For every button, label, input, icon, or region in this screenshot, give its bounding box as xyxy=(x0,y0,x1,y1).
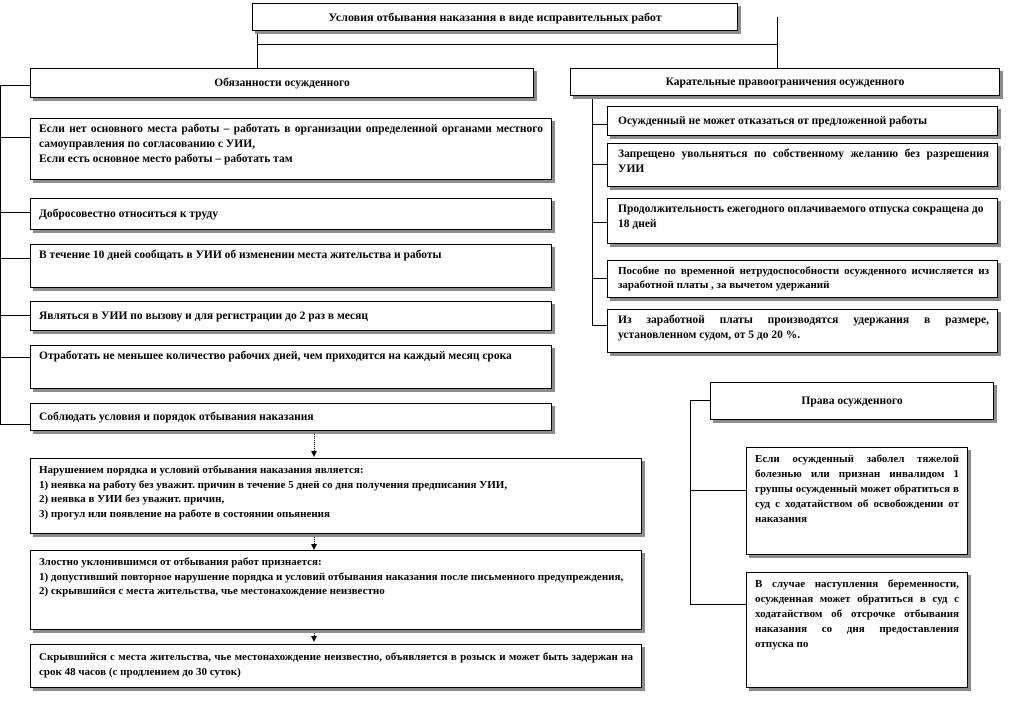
duties-bracket-top xyxy=(0,85,30,86)
wanted-box xyxy=(30,644,642,688)
restriction-connector-4 xyxy=(592,278,607,279)
duties-bracket-line xyxy=(0,85,1,424)
restriction-connector-3 xyxy=(592,222,607,223)
duty-connector-5 xyxy=(0,357,30,358)
restriction-item-refuse xyxy=(607,106,998,136)
violation-definition-title: Нарушением порядка и условий отбывания наказания является: xyxy=(39,464,364,476)
restriction-item-vacation-text: Продолжительность ежегодного оплачиваемого отпуска сокращена до 18 дней xyxy=(618,203,984,230)
duty-connector-2 xyxy=(0,212,30,213)
restrictions-header-text: Карательные правоограничения осужденного xyxy=(665,76,905,88)
title-to-restrictions-line xyxy=(777,17,778,69)
restriction-item-deductions xyxy=(607,309,998,353)
rights-header-text: Права осужденного xyxy=(801,395,903,407)
restriction-connector-1 xyxy=(592,124,607,125)
duty-item-observe-text: Соблюдать условия и порядок отбывания наказания xyxy=(39,411,314,423)
arrow-line-1 xyxy=(314,431,315,453)
duty-item-conscientious xyxy=(30,198,552,230)
restriction-item-deductions-text: Из заработной платы производятся удержания в размере, установленном судом, от 5 до 20 %. xyxy=(618,314,989,341)
diagram-title-text: Условия отбывания наказания в виде исправительных работ xyxy=(328,10,662,24)
restriction-item-resign-text: Запрещено увольняться по собственному желанию без разрешения УИИ xyxy=(618,148,989,175)
violation-definition-box xyxy=(30,458,642,534)
restriction-connector-5 xyxy=(592,325,607,326)
rights-connector-2 xyxy=(690,604,746,605)
violation-definition-item-3: 3) прогул или появление на работе в состоянии опьянения xyxy=(39,507,330,520)
restriction-item-allowance xyxy=(607,260,998,298)
rights-bracket-line xyxy=(690,400,691,604)
restrictions-bracket-line xyxy=(592,90,593,325)
duty-item-notify-text: В течение 10 дней сообщать в УИИ об изменении места жительства и работы xyxy=(39,249,442,261)
arrow-head-1 xyxy=(311,451,317,457)
title-connector-line xyxy=(257,44,777,45)
malicious-evasion-title: Злостно уклонившимся от отбывания работ признается: xyxy=(39,556,322,568)
restriction-connector-2 xyxy=(592,164,607,165)
duty-item-observe xyxy=(30,403,552,431)
duty-item-report-text: Являться в УИИ по вызову и для регистрации до 2 раз в месяц xyxy=(39,310,368,322)
restriction-item-vacation xyxy=(607,198,998,244)
duties-header xyxy=(30,68,534,98)
malicious-evasion-item-1: 1) допустивший повторное нарушение порядка и условий отбывания наказания после письменного предупреждения, xyxy=(39,570,624,583)
violation-definition-item-1: 1) неявка на работу без уважит. причин в течение 5 дней со дня получения предписания УИИ, xyxy=(39,478,508,491)
violation-definition-item-2: 2) неявка в УИИ без уважит. причин, xyxy=(39,493,225,505)
duty-item-report xyxy=(30,301,552,331)
rights-item-release xyxy=(746,447,968,555)
duty-item-conscientious-text: Добросовестно относиться к труду xyxy=(39,208,218,220)
duty-connector-1 xyxy=(0,137,30,138)
rights-connector-1 xyxy=(690,490,746,491)
wanted-box-text: Скрывшийся с места жительства, чье местонахождение неизвестно, объявляется в розыск и может быть задержан на срок 48 часов (с продлением до 30 суток) xyxy=(39,651,633,678)
restriction-item-allowance-text: Пособие по временной нетрудоспособности осужденного исчисляется из заработной платы , за вычетом удержаний xyxy=(618,265,989,291)
rights-item-deferral-text: В случае наступления беременности, осужденная может обратиться в суд с ходатайством об отсрочке отбывания наказания со дня предоставления отпуска по xyxy=(755,578,959,650)
duties-header-text: Обязанности осужденного xyxy=(214,77,350,89)
duty-connector-6 xyxy=(0,424,30,425)
malicious-evasion-box xyxy=(30,550,642,630)
duty-connector-3 xyxy=(0,258,30,259)
diagram-title xyxy=(252,3,738,31)
restrictions-header xyxy=(570,68,1000,96)
duty-connector-4 xyxy=(0,315,30,316)
rights-item-release-text: Если осужденный заболел тяжелой болезнью или признан инвалидом 1 группы осужденный может обратиться в суд с ходатайством об освобождении от наказания xyxy=(755,453,959,525)
rights-header xyxy=(710,382,994,420)
malicious-evasion-item-2: 2) скрывшийся с места жительства, чье местонахождение неизвестно xyxy=(39,585,385,597)
duty-item-work xyxy=(30,118,552,180)
duty-item-workdays xyxy=(30,345,552,389)
restriction-item-refuse-text: Осужденный не может отказаться от предложенной работы xyxy=(618,115,928,127)
duty-item-notify xyxy=(30,244,552,288)
duty-item-work-line-2: Если есть основное место работы – работать там xyxy=(39,153,293,165)
arrow-head-3 xyxy=(311,636,317,642)
restriction-item-resign xyxy=(607,143,998,187)
duty-item-work-line-1: Если нет основного места работы – работать в организации определенной органами местного самоуправления по согласованию с УИИ, xyxy=(39,123,543,150)
rights-item-deferral xyxy=(746,572,968,688)
rights-bracket-top xyxy=(690,400,710,401)
duty-item-workdays-text: Отработать не меньшее количество рабочих дней, чем приходится на каждый месяц срока xyxy=(39,350,512,362)
